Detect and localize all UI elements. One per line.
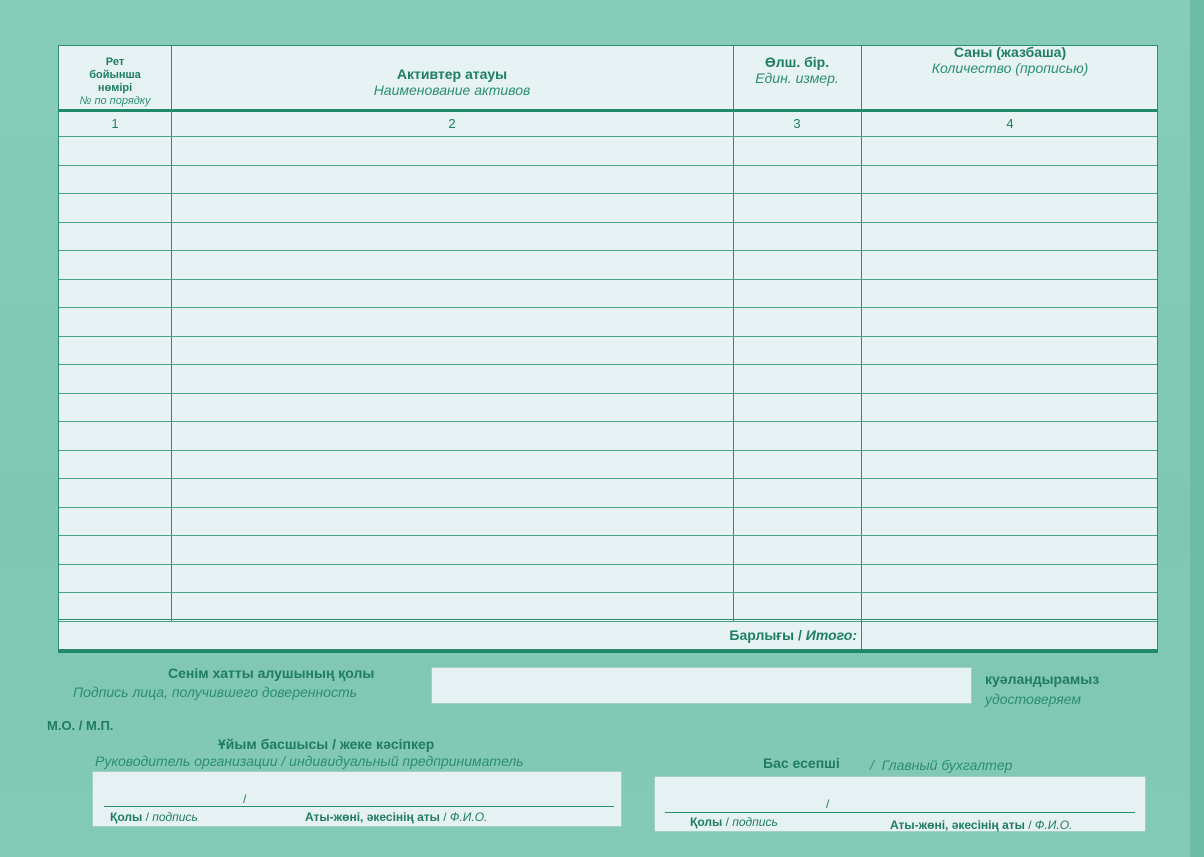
header-col-name-ru: Наименование активов [373,82,531,98]
table-row-line [59,478,1157,479]
certify-label-ru: удостоверяем [985,691,1081,707]
table-row-line [59,364,1157,365]
head-label-ru: Руководитель организации / индивидуальный предприниматель [95,753,524,769]
table-row-line [59,250,1157,251]
table-header [59,46,1157,112]
table-row-line [59,222,1157,223]
accountant-line-separator: / [826,797,830,811]
table-row-line [59,592,1157,593]
table-row-line [59,564,1157,565]
accountant-sign-kz: Қолы [690,815,723,829]
header-col-number-ru: № по порядку [79,95,151,107]
header-col-number [59,46,171,112]
total-label [729,627,857,643]
table-row-line [59,279,1157,280]
accountant-label-kz: Бас есепші [763,755,840,771]
page-edge [1190,0,1204,857]
table-bottom-rule [58,650,1158,653]
table-row-line [59,193,1157,194]
head-line-separator: / [243,792,247,806]
head-signature-line [104,806,614,807]
table-row-line [59,421,1157,422]
header-col-qty [861,46,1159,112]
assets-table [58,45,1158,650]
header-col-name-kz: Активтер атауы [396,66,508,82]
header-col-unit-kz: Өлш. бір. [764,54,830,70]
table-row-line [59,507,1157,508]
accountant-sign-ru: подпись [732,815,778,829]
header-col-number-kz: Рет бойынша нөмірі [89,56,141,94]
receiver-label-ru: Подпись лица, получившего доверенность [73,684,358,700]
accountant-signature-line [665,812,1135,813]
total-label-ru: Итого: [805,627,857,643]
accountant-label-ru-wrap: / Главный бухгалтер [870,757,1013,773]
column-number-3: 3 [793,116,801,131]
head-sign-caption: Қолы / подпись [110,810,198,824]
stamp-place-label: М.О. / М.П. [47,718,114,733]
table-row-line [59,393,1157,394]
accountant-name-ru: Ф.И.О. [1034,818,1073,832]
head-name-caption: Аты-жөні, әкесінің аты / Ф.И.О. [305,810,488,824]
header-col-unit-ru: Един. измер. [755,70,839,86]
accountant-name-caption: Аты-жөні, әкесінің аты / Ф.И.О. [890,818,1073,832]
header-col-qty-kz: Саны (жазбаша) [953,44,1067,60]
table-row-line [59,307,1157,308]
column-number-4: 4 [1006,116,1014,131]
total-row [59,619,1157,649]
accountant-label-ru: Главный бухгалтер [881,757,1013,773]
certify-label-kz: куәландырамыз [985,671,1100,687]
total-label-kz: Барлығы / [729,627,802,643]
table-row-line [59,165,1157,166]
table-row-line [59,450,1157,451]
accountant-name-kz: Аты-жөні, әкесінің аты [890,818,1025,832]
header-col-name [171,46,733,112]
header-col-qty-ru: Количество (прописью) [931,60,1089,76]
table-row-line [59,336,1157,337]
table-row-line [59,535,1157,536]
table-row-line [59,136,1157,137]
receiver-label-kz: Сенім хатты алушының қолы [168,665,375,681]
column-number-2: 2 [448,116,456,131]
column-numbers-row [59,114,1157,134]
head-name-ru: Ф.И.О. [449,810,488,824]
header-col-unit [733,46,861,112]
column-number-1: 1 [111,116,119,131]
head-name-kz: Аты-жөні, әкесінің аты [305,810,440,824]
head-sign-kz: Қолы [110,810,143,824]
head-sign-ru: подпись [152,810,198,824]
receiver-signature-field[interactable] [431,667,972,704]
accountant-sign-caption: Қолы / подпись [690,815,778,829]
total-divider [861,620,862,649]
head-label-kz: Ұйым басшысы / жеке кәсіпкер [218,736,435,752]
